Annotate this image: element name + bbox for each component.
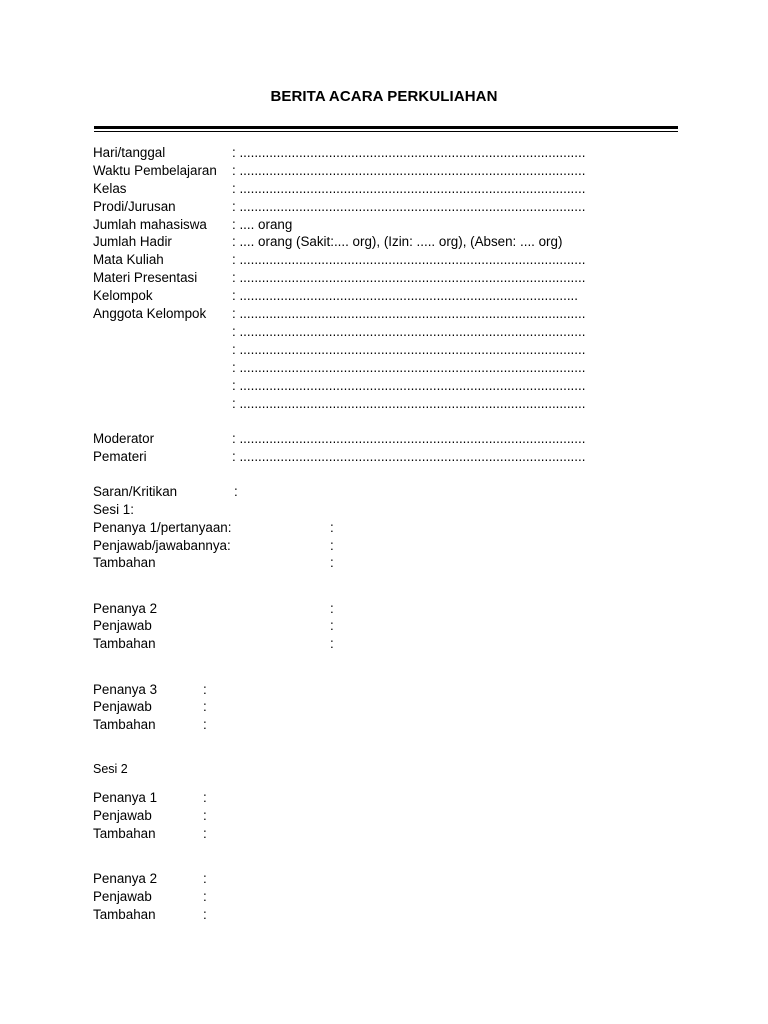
title-rule-thick [94, 126, 678, 129]
qa-colon: : [203, 871, 207, 886]
qa-label: Penjawab [93, 889, 152, 904]
qa-colon: : [203, 717, 207, 732]
saran-label: Saran/Kritikan [93, 484, 178, 499]
qa-label: Penjawab [93, 808, 152, 823]
qa-colon: : [203, 907, 207, 922]
qa-label: Tambahan [93, 907, 156, 922]
field-value: : ............................................................................................. [232, 360, 586, 375]
qa-label: Penanya 1 [93, 790, 158, 805]
field-value: : .... orang (Sakit:.... org), (Izin: ..... org), (Absen: .... org) [232, 234, 563, 249]
qa-colon: : [330, 636, 334, 651]
qa-label: Penanya 1/pertanyaan: [93, 520, 232, 535]
qa-label: Penanya 2 [93, 871, 158, 886]
qa-label: Penjawab/jawabannya: [93, 538, 231, 553]
field-label: Mata Kuliah [93, 252, 164, 267]
qa-label: Penjawab [93, 618, 152, 633]
document-page: BERITA ACARA PERKULIAHAN Hari/tanggal : ............................................................................................. Waktu Pembelajaran : ............................................................................................. Kelas : ............................................................................................. Prodi/Jurusan : ............................................................................................. Jumlah mahasiswa : .... orang Jumlah Hadir : .... orang (Sakit:.... org), (Izin: ..... org), (Absen: .... org) Mata Kuliah : ............................................................................................. Materi Presentasi : ............................................................................................. Kelompok : ........................................................................................... Anggota Kelompok : ............................................................................................. : ............................................................................................. : ............................................................................................. : ............................................................................................. : ............................................................................................. : ............................................................................................. Moderator : ............................................................................................. Pemateri : ............................................................................................. Saran/Kritikan : Sesi 1: Penanya 1/pertanyaan: : Penjawab/jawabannya: : Tambahan : Penanya 2 : Penjawab : Tambahan : Penanya 3 : Penjawab : Tambahan : Sesi 2 Penanya 1 : Penjawab : Tambahan : Penanya 2 : Penjawab : Tambahan : [0, 0, 768, 1024]
qa-colon: : [203, 790, 207, 805]
qa-colon: : [203, 682, 207, 697]
field-value: : ............................................................................................. [232, 181, 586, 196]
field-label: Jumlah Hadir [93, 234, 172, 249]
qa-colon: : [203, 889, 207, 904]
field-value: : ............................................................................................. [232, 342, 586, 357]
qa-colon: : [330, 601, 334, 616]
role-value: : ............................................................................................. [232, 449, 586, 464]
field-value: : ............................................................................................. [232, 252, 586, 267]
field-value: : ............................................................................................. [232, 378, 586, 393]
field-label: Hari/tanggal [93, 145, 166, 160]
qa-label: Penanya 3 [93, 682, 158, 697]
role-label: Pemateri [93, 449, 147, 464]
title-rule-thin [94, 131, 678, 132]
role-value: : ............................................................................................. [232, 431, 586, 446]
qa-label: Penanya 2 [93, 601, 158, 616]
field-value: : ............................................................................................. [232, 145, 586, 160]
field-value: : ............................................................................................. [232, 199, 586, 214]
qa-colon: : [330, 555, 334, 570]
field-value: : ............................................................................................. [232, 270, 586, 285]
field-value: : ............................................................................................. [232, 324, 586, 339]
qa-colon: : [203, 826, 207, 841]
field-value: : ............................................................................................. [232, 163, 586, 178]
field-label: Jumlah mahasiswa [93, 217, 207, 232]
qa-colon: : [203, 808, 207, 823]
field-label: Materi Presentasi [93, 270, 198, 285]
qa-label: Tambahan [93, 826, 156, 841]
qa-colon: : [330, 618, 334, 633]
qa-label: Tambahan [93, 555, 156, 570]
field-label: Anggota Kelompok [93, 306, 207, 321]
field-value: : ............................................................................................. [232, 396, 586, 411]
qa-colon: : [330, 538, 334, 553]
field-label: Prodi/Jurusan [93, 199, 176, 214]
document-title: BERITA ACARA PERKULIAHAN [270, 88, 498, 105]
qa-label: Tambahan [93, 636, 156, 651]
qa-label: Penjawab [93, 699, 152, 714]
field-value: : .... orang [232, 217, 293, 232]
qa-label: Tambahan [93, 717, 156, 732]
role-label: Moderator [93, 431, 155, 446]
field-value: : ............................................................................................. [232, 306, 586, 321]
field-label: Kelompok [93, 288, 153, 303]
field-label: Waktu Pembelajaran [93, 163, 217, 178]
field-value: : ........................................................................................... [232, 288, 578, 303]
saran-colon: : [234, 484, 238, 499]
qa-colon: : [330, 520, 334, 535]
qa-colon: : [203, 699, 207, 714]
field-label: Kelas [93, 181, 127, 196]
